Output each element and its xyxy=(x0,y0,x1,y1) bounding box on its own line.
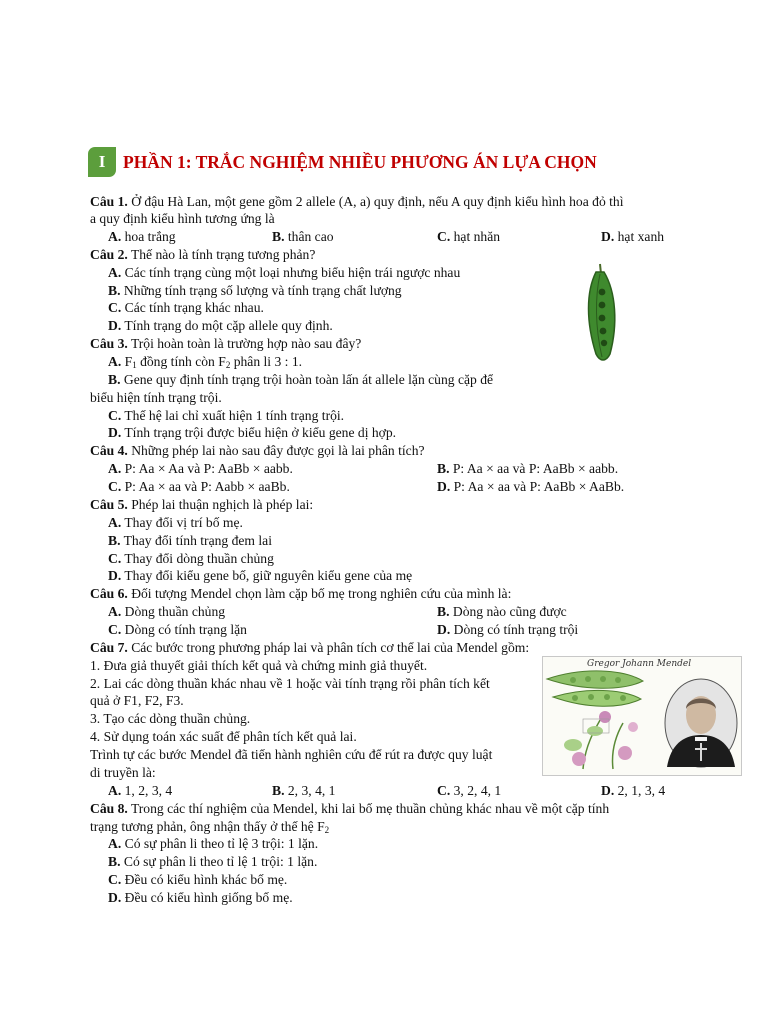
option-b: B. thân cao xyxy=(272,229,334,244)
question-7-step-2-cont: quả ở F1, F2, F3. xyxy=(90,693,184,708)
question-6-line-1: Câu 6. Đối tượng Mendel chọn làm cặp bố mẹ trong nghiên cứu của mình là: xyxy=(90,586,512,601)
option-c: C. P: Aa × aa và P: Aabb × aaBb. xyxy=(108,479,290,494)
option-a: A. Thay đổi vị trí bố mẹ. xyxy=(108,515,243,530)
question-7-step-1: 1. Đưa giả thuyết giải thích kết quả và chứng minh giả thuyết. xyxy=(90,658,428,673)
option-d: D. Tính trạng trội được biểu hiện ở kiểu gene dị hợp. xyxy=(108,425,397,440)
option-a: A. hoa trắng xyxy=(108,229,176,244)
option-a: A. P: Aa × Aa và P: AaBb × aabb. xyxy=(108,461,293,476)
question-2-line-1: Câu 2. Thế nào là tính trạng tương phản? xyxy=(90,247,316,262)
question-1-line-2: a quy định kiểu hình tương ứng là xyxy=(90,211,275,226)
question-7-prompt-cont: di truyền là: xyxy=(90,765,156,780)
option-d: D. Tính trạng do một cặp allele quy định. xyxy=(108,318,333,333)
option-b: B. Dòng nào cũng được xyxy=(437,604,567,619)
option-c: C. Thế hệ lai chỉ xuất hiện 1 tính trạng trội. xyxy=(108,408,345,423)
option-a: A. Dòng thuần chủng xyxy=(108,604,226,619)
question-8-line-2: trạng tương phản, ông nhận thấy ở thế hệ $F_2$ xyxy=(90,819,330,835)
question-text: Ở đậu Hà Lan, một gene gồm 2 allele (A, a) quy định, nếu A quy định kiểu hình hoa đỏ thì xyxy=(131,194,624,209)
option-a: A. Các tính trạng cùng một loại nhưng biểu hiện trái ngược nhau xyxy=(108,265,461,280)
section-title: PHẦN 1: TRẮC NGHIỆM NHIỀU PHƯƠNG ÁN LỰA CHỌN xyxy=(123,152,597,172)
option-a: A. 1, 2, 3, 4 xyxy=(108,783,173,798)
option-b: B. Có sự phân li theo tỉ lệ 1 trội: 1 lặn. xyxy=(108,854,318,869)
pea-pod-image xyxy=(582,262,622,362)
question-7-step-4: 4. Sử dụng toán xác suất để phân tích kết quả lai. xyxy=(90,729,357,744)
question-7-step-3: 3. Tạo các dòng thuần chủng. xyxy=(90,711,251,726)
option-d: D. 2, 1, 3, 4 xyxy=(601,783,666,798)
option-c: C. Đều có kiểu hình khác bố mẹ. xyxy=(108,872,288,887)
question-3-line-1: Câu 3. Trội hoàn toàn là trường hợp nào sau đây? xyxy=(90,336,362,351)
question-7-step-2: 2. Lai các dòng thuần khác nhau về 1 hoặc vài tính trạng rồi phân tích kết xyxy=(90,676,490,691)
question-7-line-1: Câu 7. Các bước trong phương pháp lai và phân tích cơ thể lai của Mendel gồm: xyxy=(90,640,530,655)
mendel-caption: Gregor Johann Mendel xyxy=(587,659,692,669)
question-7-prompt: Trình tự các bước Mendel đã tiến hành nghiên cứu để rút ra được quy luật xyxy=(90,747,493,762)
question-label: Câu 1. xyxy=(90,194,128,209)
section-badge: I xyxy=(88,147,116,177)
option-b: B. 2, 3, 4, 1 xyxy=(272,783,336,798)
option-c: C. hạt nhăn xyxy=(437,229,501,244)
option-d: D. Đều có kiểu hình giống bố mẹ. xyxy=(108,890,293,905)
option-d: D. hạt xanh xyxy=(601,229,665,244)
option-c: C. Thay đổi dòng thuần chủng xyxy=(108,551,274,566)
option-b: B. Thay đổi tính trạng đem lai xyxy=(108,533,272,548)
option-c: C. Các tính trạng khác nhau. xyxy=(108,300,264,315)
option-d: D. Thay đổi kiểu gene bố, giữ nguyên kiểu gene của mẹ xyxy=(108,568,413,583)
option-c: C. 3, 2, 4, 1 xyxy=(437,783,502,798)
option-b: B. Gene quy định tính trạng trội hoàn toàn lấn át allele lặn cùng cặp để xyxy=(108,372,494,387)
option-b: B. Những tính trạng số lượng và tính trạng chất lượng xyxy=(108,283,402,298)
option-c: C. Dòng có tính trạng lặn xyxy=(108,622,247,637)
question-1-line-1 xyxy=(90,193,624,210)
question-8-line-1: Câu 8. Trong các thí nghiệm của Mendel, khi lai bố mẹ thuần chủng khác nhau về một cặp tính xyxy=(90,801,610,816)
question-5-line-1: Câu 5. Phép lai thuận nghịch là phép lai: xyxy=(90,497,314,512)
option-b: B. P: Aa × aa và P: AaBb × aabb. xyxy=(437,461,619,476)
option-d: D. Dòng có tính trạng trội xyxy=(437,622,579,637)
option-b-continued: biểu hiện tính trạng trội. xyxy=(90,390,222,405)
option-a: A. Có sự phân li theo tỉ lệ 3 trội: 1 lặn. xyxy=(108,836,319,851)
option-a: A. $F_1$ đồng tính còn $F_2$ phân li 3 : 1. xyxy=(108,354,303,370)
question-4-line-1: Câu 4. Những phép lai nào sau đây được gọi là lai phân tích? xyxy=(90,443,425,458)
mendel-illustration xyxy=(542,656,742,776)
option-d: D. P: Aa × aa và P: AaBb × AaBb. xyxy=(437,479,625,494)
